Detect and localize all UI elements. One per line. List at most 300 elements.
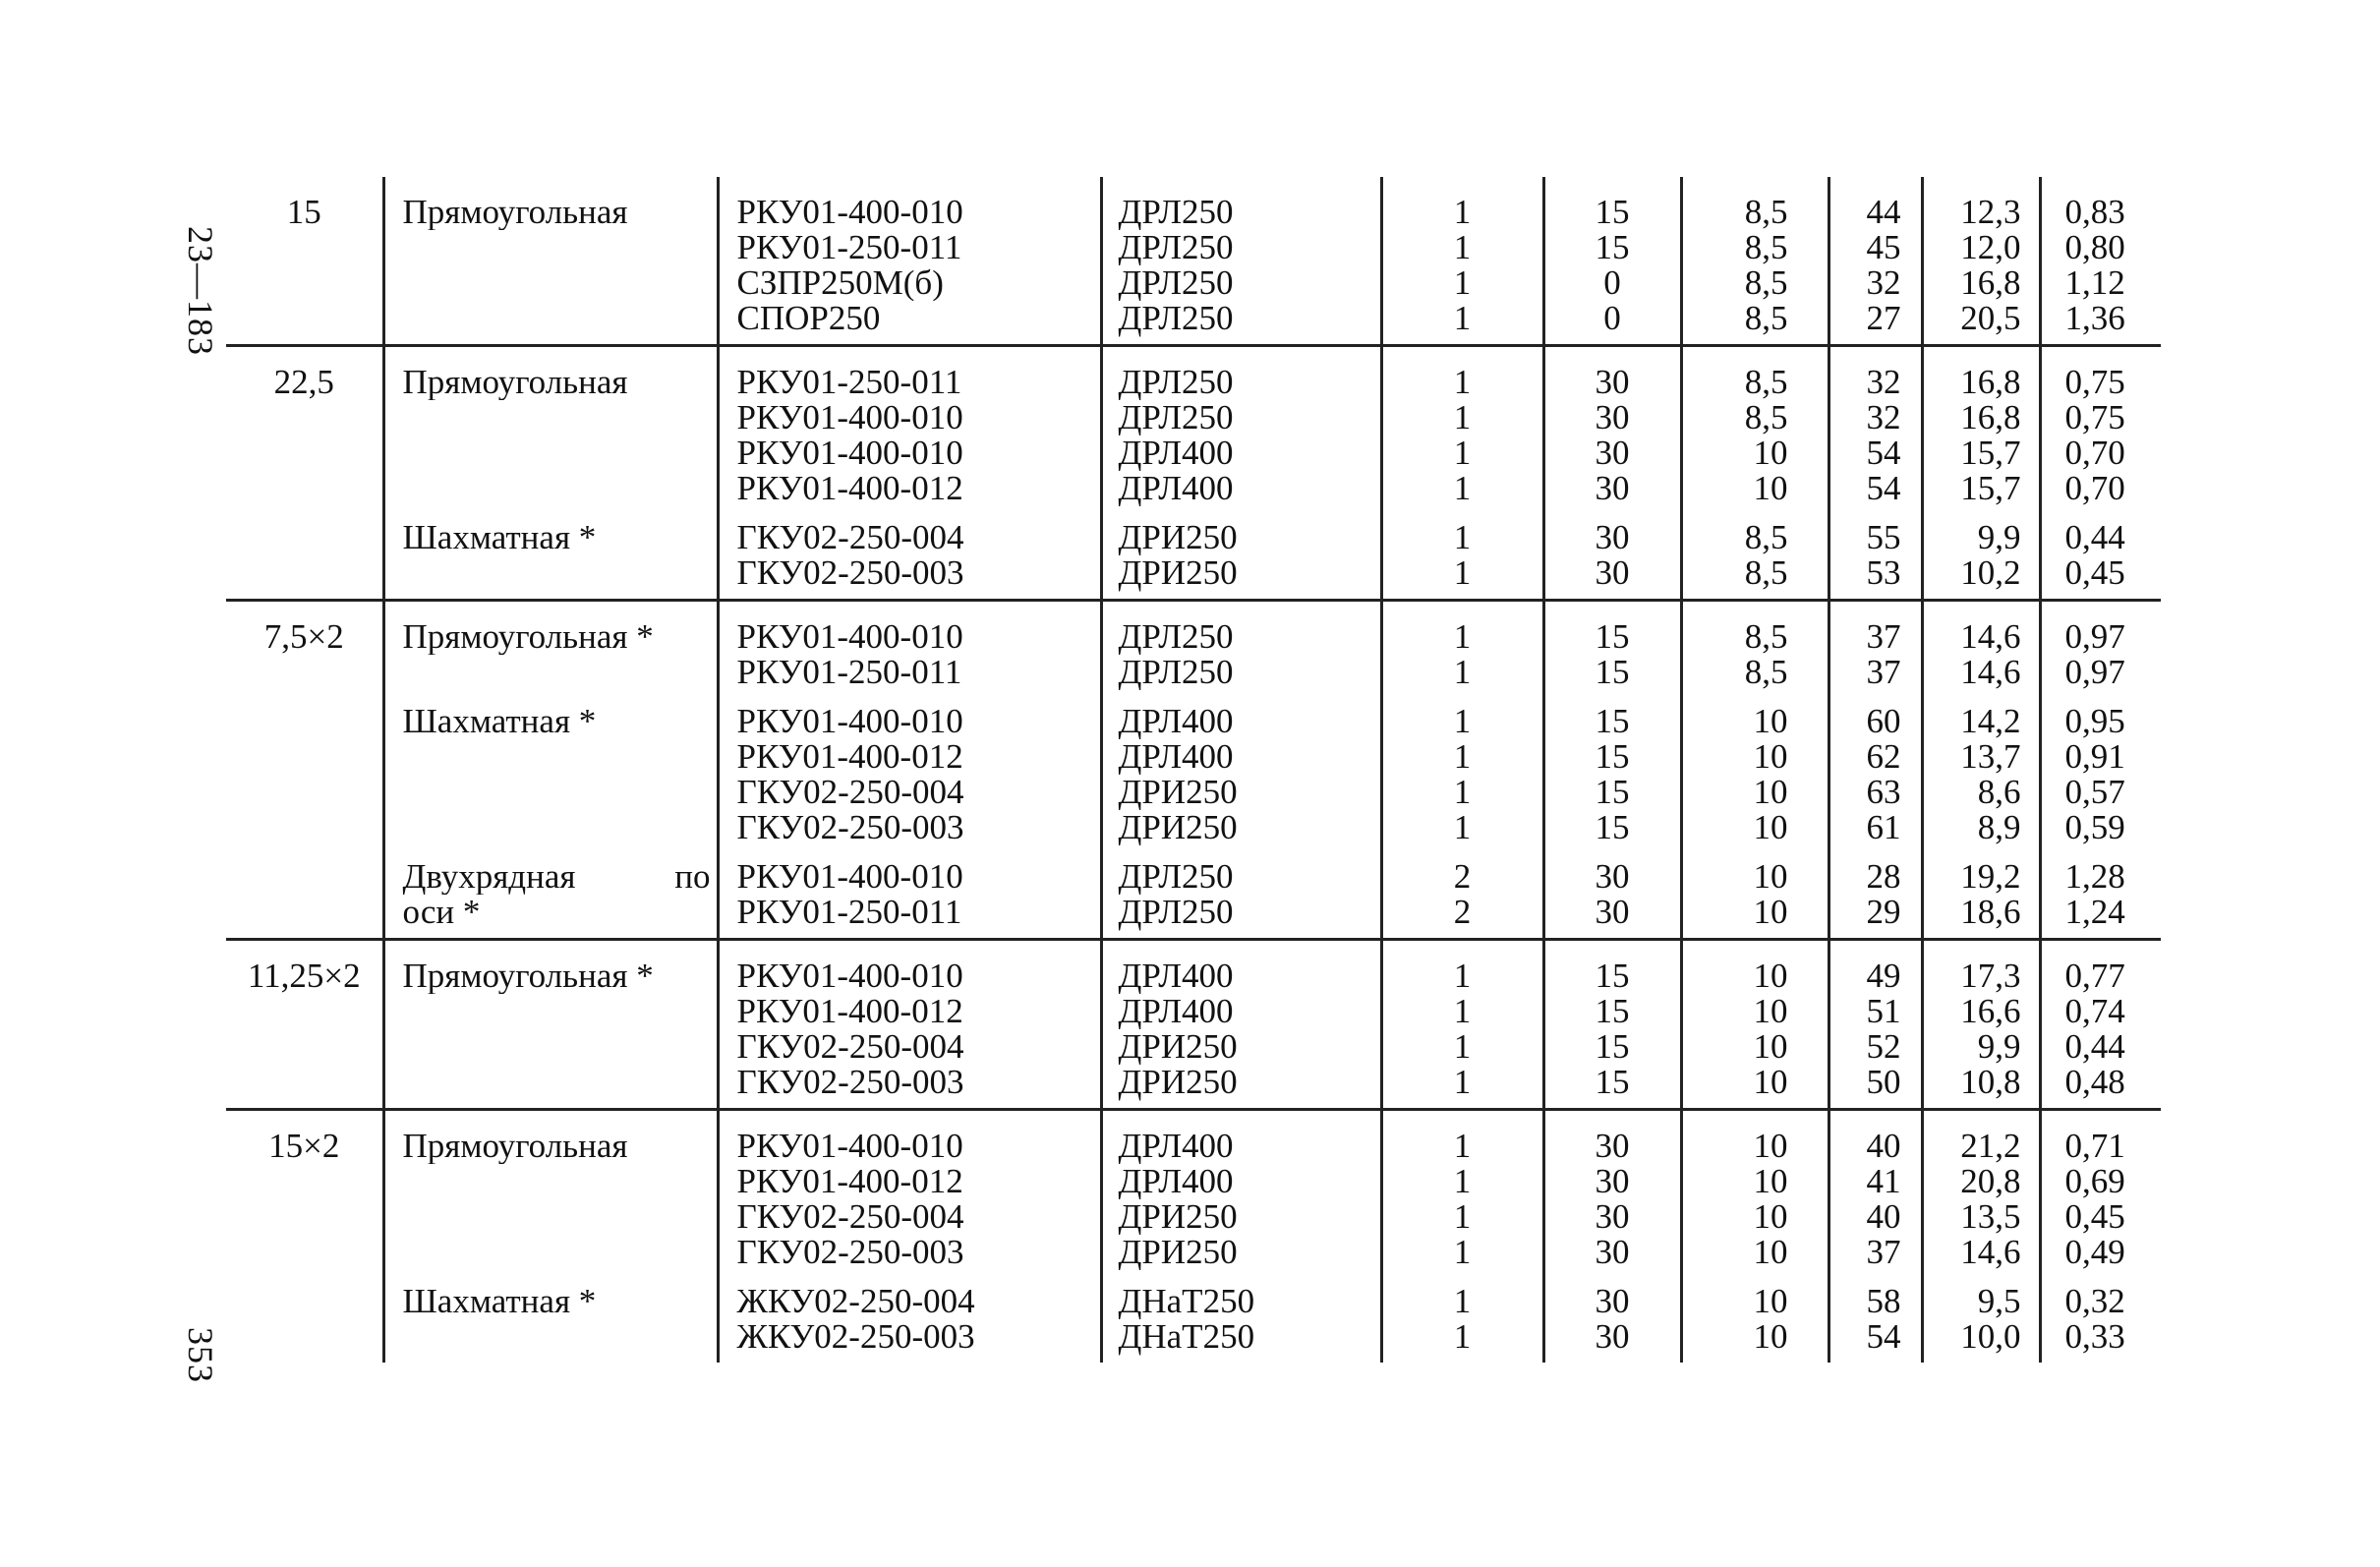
angle-cell: 30 bbox=[1543, 1111, 1681, 1164]
illuminance-cell: 18,6 bbox=[1922, 895, 2040, 940]
arrangement-cell bbox=[383, 1235, 718, 1270]
rows-count-cell: 1 bbox=[1381, 230, 1543, 265]
table-row bbox=[226, 690, 2161, 739]
lamp-type-cell: ДРЛ250 bbox=[1101, 301, 1381, 346]
angle-cell: 0 bbox=[1543, 265, 1681, 301]
table-row bbox=[226, 739, 2161, 775]
road-width-cell bbox=[226, 739, 383, 775]
rows-count-cell: 1 bbox=[1381, 1111, 1543, 1164]
coefficient-cell: 0,48 bbox=[2040, 1065, 2161, 1110]
arrangement-cell: Шахматная * bbox=[383, 690, 718, 739]
road-width-cell bbox=[226, 506, 383, 555]
coefficient-cell: 0,44 bbox=[2040, 1029, 2161, 1065]
arrangement-cell: Прямоугольная bbox=[383, 347, 718, 400]
table-row bbox=[226, 994, 2161, 1029]
rows-count-cell: 1 bbox=[1381, 994, 1543, 1029]
angle-cell: 15 bbox=[1543, 655, 1681, 690]
spacing-cell: 60 bbox=[1829, 690, 1922, 739]
illuminance-cell: 13,7 bbox=[1922, 739, 2040, 775]
arrangement-cell bbox=[383, 1319, 718, 1363]
coefficient-cell: 0,59 bbox=[2040, 810, 2161, 845]
road-width-cell: 15×2 bbox=[268, 1127, 340, 1164]
fixture-type-cell: РКУ01-400-010 bbox=[718, 690, 1101, 739]
coefficient-cell: 0,44 bbox=[2040, 506, 2161, 555]
coefficient-cell: 0,95 bbox=[2040, 690, 2161, 739]
illuminance-cell: 14,6 bbox=[1922, 602, 2040, 655]
table-row bbox=[226, 895, 2161, 940]
road-width-cell bbox=[226, 1065, 383, 1110]
fixture-type-cell: ЖКУ02-250-003 bbox=[718, 1319, 1101, 1363]
fixture-type-cell: ГКУ02-250-004 bbox=[718, 1199, 1101, 1235]
illuminance-cell: 15,7 bbox=[1922, 435, 2040, 471]
arrangement-cell bbox=[383, 1065, 718, 1110]
angle-cell: 30 bbox=[1543, 347, 1681, 400]
height-cell: 10 bbox=[1681, 941, 1829, 994]
rows-count-cell: 2 bbox=[1381, 895, 1543, 940]
lamp-type-cell: ДРИ250 bbox=[1101, 1235, 1381, 1270]
rows-count-cell: 1 bbox=[1381, 177, 1543, 230]
height-cell: 8,5 bbox=[1681, 230, 1829, 265]
arrangement-cell bbox=[383, 1164, 718, 1199]
arrangement-cell: оси * bbox=[383, 895, 718, 940]
coefficient-cell: 1,24 bbox=[2040, 895, 2161, 940]
height-cell: 10 bbox=[1681, 471, 1829, 506]
rows-count-cell: 1 bbox=[1381, 471, 1543, 506]
angle-cell: 30 bbox=[1543, 435, 1681, 471]
spacing-cell: 29 bbox=[1829, 895, 1922, 940]
rows-count-cell: 1 bbox=[1381, 810, 1543, 845]
coefficient-cell: 1,12 bbox=[2040, 265, 2161, 301]
table-row bbox=[226, 775, 2161, 810]
table-row bbox=[226, 1065, 2161, 1110]
fixture-type-cell: ГКУ02-250-004 bbox=[718, 775, 1101, 810]
height-cell: 10 bbox=[1681, 435, 1829, 471]
rows-count-cell: 1 bbox=[1381, 347, 1543, 400]
rows-count-cell: 1 bbox=[1381, 602, 1543, 655]
arrangement-cell bbox=[383, 810, 718, 845]
spacing-cell: 54 bbox=[1829, 435, 1922, 471]
coefficient-cell: 0,57 bbox=[2040, 775, 2161, 810]
height-cell: 10 bbox=[1681, 1235, 1829, 1270]
lamp-type-cell: ДРЛ250 bbox=[1101, 265, 1381, 301]
spacing-cell: 27 bbox=[1829, 301, 1922, 346]
rows-count-cell: 1 bbox=[1381, 1164, 1543, 1199]
spacing-cell: 40 bbox=[1829, 1111, 1922, 1164]
coefficient-cell: 0,49 bbox=[2040, 1235, 2161, 1270]
lamp-type-cell: ДРЛ400 bbox=[1101, 739, 1381, 775]
lamp-type-cell: ДРИ250 bbox=[1101, 555, 1381, 601]
angle-cell: 15 bbox=[1543, 775, 1681, 810]
illuminance-cell: 12,3 bbox=[1922, 177, 2040, 230]
height-cell: 10 bbox=[1681, 739, 1829, 775]
fixture-type-cell: РКУ01-400-010 bbox=[718, 435, 1101, 471]
spacing-cell: 49 bbox=[1829, 941, 1922, 994]
illuminance-cell: 10,0 bbox=[1922, 1319, 2040, 1363]
spacing-cell: 54 bbox=[1829, 1319, 1922, 1363]
spacing-cell: 44 bbox=[1829, 177, 1922, 230]
angle-cell: 15 bbox=[1543, 602, 1681, 655]
angle-cell: 30 bbox=[1543, 471, 1681, 506]
table-row bbox=[226, 230, 2161, 265]
lamp-type-cell: ДРИ250 bbox=[1101, 775, 1381, 810]
height-cell: 10 bbox=[1681, 895, 1829, 940]
spacing-cell: 50 bbox=[1829, 1065, 1922, 1110]
angle-cell: 30 bbox=[1543, 506, 1681, 555]
height-cell: 10 bbox=[1681, 1029, 1829, 1065]
illuminance-cell: 14,6 bbox=[1922, 655, 2040, 690]
height-cell: 8,5 bbox=[1681, 555, 1829, 601]
lamp-type-cell: ДРЛ250 bbox=[1101, 347, 1381, 400]
illuminance-cell: 10,2 bbox=[1922, 555, 2040, 601]
road-width-cell bbox=[226, 1319, 383, 1363]
angle-cell: 0 bbox=[1543, 301, 1681, 346]
arrangement-cell: Прямоугольная * bbox=[383, 941, 718, 994]
spacing-cell: 37 bbox=[1829, 1235, 1922, 1270]
lamp-type-cell: ДРЛ400 bbox=[1101, 1111, 1381, 1164]
arrangement-cell bbox=[383, 435, 718, 471]
road-width-cell bbox=[226, 471, 383, 506]
arrangement-cell: Прямоугольная bbox=[383, 177, 718, 230]
fixture-type-cell: РКУ01-250-011 bbox=[718, 895, 1101, 940]
side-page-label-top: 23—183 bbox=[181, 226, 220, 356]
table-row bbox=[226, 400, 2161, 435]
rows-count-cell: 1 bbox=[1381, 265, 1543, 301]
table-row bbox=[226, 177, 2161, 230]
illuminance-cell: 9,9 bbox=[1922, 506, 2040, 555]
rows-count-cell: 1 bbox=[1381, 1235, 1543, 1270]
spacing-cell: 40 bbox=[1829, 1199, 1922, 1235]
height-cell: 10 bbox=[1681, 690, 1829, 739]
angle-cell: 15 bbox=[1543, 690, 1681, 739]
angle-cell: 30 bbox=[1543, 555, 1681, 601]
table-row bbox=[226, 471, 2161, 506]
arrangement-cell bbox=[383, 555, 718, 601]
height-cell: 10 bbox=[1681, 1199, 1829, 1235]
road-width-cell: 15 bbox=[286, 193, 321, 230]
fixture-type-cell: ГКУ02-250-004 bbox=[718, 506, 1101, 555]
rows-count-cell: 1 bbox=[1381, 1199, 1543, 1235]
table-row bbox=[226, 1235, 2161, 1270]
illuminance-cell: 14,6 bbox=[1922, 1235, 2040, 1270]
arrangement-cell: Шахматная * bbox=[383, 1270, 718, 1319]
fixture-type-cell: ГКУ02-250-003 bbox=[718, 1065, 1101, 1110]
road-width-cell bbox=[226, 435, 383, 471]
arrangement-cell: Прямоугольная bbox=[383, 1111, 718, 1164]
spacing-cell: 32 bbox=[1829, 400, 1922, 435]
angle-cell: 30 bbox=[1543, 1199, 1681, 1235]
spacing-cell: 54 bbox=[1829, 471, 1922, 506]
fixture-type-cell: СПОР250 bbox=[718, 301, 1101, 346]
angle-cell: 30 bbox=[1543, 1235, 1681, 1270]
spacing-cell: 58 bbox=[1829, 1270, 1922, 1319]
road-width-cell: 11,25×2 bbox=[247, 957, 361, 994]
table-row bbox=[226, 1199, 2161, 1235]
lamp-type-cell: ДРЛ250 bbox=[1101, 655, 1381, 690]
coefficient-cell: 0,75 bbox=[2040, 400, 2161, 435]
height-cell: 10 bbox=[1681, 1164, 1829, 1199]
rows-count-cell: 1 bbox=[1381, 655, 1543, 690]
coefficient-cell: 0,70 bbox=[2040, 471, 2161, 506]
road-width-cell bbox=[226, 265, 383, 301]
coefficient-cell: 0,83 bbox=[2040, 177, 2161, 230]
coefficient-cell: 0,45 bbox=[2040, 555, 2161, 601]
arrangement-cell bbox=[383, 655, 718, 690]
rows-count-cell: 1 bbox=[1381, 506, 1543, 555]
lamp-type-cell: ДРЛ400 bbox=[1101, 690, 1381, 739]
spacing-cell: 37 bbox=[1829, 602, 1922, 655]
illuminance-cell: 9,5 bbox=[1922, 1270, 2040, 1319]
coefficient-cell: 0,97 bbox=[2040, 602, 2161, 655]
lamp-type-cell: ДРИ250 bbox=[1101, 1199, 1381, 1235]
fixture-type-cell: РКУ01-250-011 bbox=[718, 655, 1101, 690]
coefficient-cell: 0,91 bbox=[2040, 739, 2161, 775]
angle-cell: 30 bbox=[1543, 895, 1681, 940]
table-row bbox=[226, 265, 2161, 301]
fixture-type-cell: РКУ01-400-010 bbox=[718, 602, 1101, 655]
road-width-cell bbox=[226, 230, 383, 265]
rows-count-cell: 2 bbox=[1381, 845, 1543, 895]
coefficient-cell: 0,45 bbox=[2040, 1199, 2161, 1235]
fixture-type-cell: ГКУ02-250-003 bbox=[718, 810, 1101, 845]
fixture-type-cell: ЖКУ02-250-004 bbox=[718, 1270, 1101, 1319]
arrangement-cell bbox=[383, 775, 718, 810]
road-width-cell: 22,5 bbox=[273, 363, 334, 400]
table-row bbox=[226, 506, 2161, 555]
angle-cell: 15 bbox=[1543, 994, 1681, 1029]
spacing-cell: 32 bbox=[1829, 347, 1922, 400]
lamp-type-cell: ДРЛ400 bbox=[1101, 994, 1381, 1029]
arrangement-cell bbox=[383, 994, 718, 1029]
arrangement-cell: Прямоугольная * bbox=[383, 602, 718, 655]
lamp-type-cell: ДРЛ400 bbox=[1101, 471, 1381, 506]
road-width-cell bbox=[226, 1164, 383, 1199]
coefficient-cell: 1,28 bbox=[2040, 845, 2161, 895]
lighting-table bbox=[226, 177, 2161, 1363]
height-cell: 8,5 bbox=[1681, 655, 1829, 690]
coefficient-cell: 0,33 bbox=[2040, 1319, 2161, 1363]
coefficient-cell: 0,80 bbox=[2040, 230, 2161, 265]
arrangement-cell bbox=[383, 1029, 718, 1065]
road-width-cell bbox=[226, 1235, 383, 1270]
road-width-cell bbox=[226, 845, 383, 895]
lamp-type-cell: ДРЛ400 bbox=[1101, 1164, 1381, 1199]
fixture-type-cell: ГКУ02-250-003 bbox=[718, 1235, 1101, 1270]
table-row bbox=[226, 602, 2161, 655]
rows-count-cell: 1 bbox=[1381, 690, 1543, 739]
height-cell: 8,5 bbox=[1681, 602, 1829, 655]
height-cell: 8,5 bbox=[1681, 265, 1829, 301]
fixture-type-cell: РКУ01-400-012 bbox=[718, 1164, 1101, 1199]
angle-cell: 30 bbox=[1543, 1164, 1681, 1199]
rows-count-cell: 1 bbox=[1381, 1029, 1543, 1065]
angle-cell: 15 bbox=[1543, 941, 1681, 994]
spacing-cell: 28 bbox=[1829, 845, 1922, 895]
coefficient-cell: 1,36 bbox=[2040, 301, 2161, 346]
illuminance-cell: 19,2 bbox=[1922, 845, 2040, 895]
illuminance-cell: 13,5 bbox=[1922, 1199, 2040, 1235]
angle-cell: 30 bbox=[1543, 1270, 1681, 1319]
rows-count-cell: 1 bbox=[1381, 400, 1543, 435]
rows-count-cell: 1 bbox=[1381, 301, 1543, 346]
spacing-cell: 61 bbox=[1829, 810, 1922, 845]
road-width-cell bbox=[226, 1029, 383, 1065]
fixture-type-cell: РКУ01-250-011 bbox=[718, 230, 1101, 265]
spacing-cell: 62 bbox=[1829, 739, 1922, 775]
height-cell: 8,5 bbox=[1681, 347, 1829, 400]
fixture-type-cell: ГКУ02-250-003 bbox=[718, 555, 1101, 601]
angle-cell: 30 bbox=[1543, 1319, 1681, 1363]
table-row bbox=[226, 810, 2161, 845]
spacing-cell: 37 bbox=[1829, 655, 1922, 690]
illuminance-cell: 16,8 bbox=[1922, 400, 2040, 435]
fixture-type-cell: РКУ01-400-012 bbox=[718, 471, 1101, 506]
height-cell: 8,5 bbox=[1681, 177, 1829, 230]
road-width-cell bbox=[226, 655, 383, 690]
table-row bbox=[226, 1111, 2161, 1164]
table-row bbox=[226, 555, 2161, 601]
arrangement-cell bbox=[383, 739, 718, 775]
coefficient-cell: 0,71 bbox=[2040, 1111, 2161, 1164]
arrangement-cell bbox=[383, 471, 718, 506]
rows-count-cell: 1 bbox=[1381, 1270, 1543, 1319]
road-width-cell bbox=[226, 301, 383, 346]
arrangement-cell bbox=[383, 301, 718, 346]
angle-cell: 15 bbox=[1543, 177, 1681, 230]
coefficient-cell: 0,32 bbox=[2040, 1270, 2161, 1319]
illuminance-cell: 17,3 bbox=[1922, 941, 2040, 994]
fixture-type-cell: ГКУ02-250-004 bbox=[718, 1029, 1101, 1065]
rows-count-cell: 1 bbox=[1381, 1319, 1543, 1363]
table-row bbox=[226, 347, 2161, 400]
lamp-type-cell: ДРИ250 bbox=[1101, 506, 1381, 555]
illuminance-cell: 20,8 bbox=[1922, 1164, 2040, 1199]
illuminance-cell: 8,6 bbox=[1922, 775, 2040, 810]
arrangement-cell bbox=[383, 400, 718, 435]
road-width-cell bbox=[226, 690, 383, 739]
table-row bbox=[226, 1319, 2161, 1363]
coefficient-cell: 0,77 bbox=[2040, 941, 2161, 994]
illuminance-cell: 8,9 bbox=[1922, 810, 2040, 845]
illuminance-cell: 20,5 bbox=[1922, 301, 2040, 346]
illuminance-cell: 16,8 bbox=[1922, 265, 2040, 301]
illuminance-cell: 10,8 bbox=[1922, 1065, 2040, 1110]
height-cell: 8,5 bbox=[1681, 506, 1829, 555]
fixture-type-cell: РКУ01-400-012 bbox=[718, 994, 1101, 1029]
height-cell: 8,5 bbox=[1681, 400, 1829, 435]
height-cell: 10 bbox=[1681, 810, 1829, 845]
coefficient-cell: 0,74 bbox=[2040, 994, 2161, 1029]
lamp-type-cell: ДРЛ250 bbox=[1101, 177, 1381, 230]
table-row bbox=[226, 1164, 2161, 1199]
spacing-cell: 32 bbox=[1829, 265, 1922, 301]
coefficient-cell: 0,97 bbox=[2040, 655, 2161, 690]
height-cell: 10 bbox=[1681, 845, 1829, 895]
table-row bbox=[226, 1270, 2161, 1319]
lamp-type-cell: ДРЛ400 bbox=[1101, 941, 1381, 994]
fixture-type-cell: РКУ01-400-010 bbox=[718, 177, 1101, 230]
spacing-cell: 63 bbox=[1829, 775, 1922, 810]
fixture-type-cell: РКУ01-400-010 bbox=[718, 941, 1101, 994]
rows-count-cell: 1 bbox=[1381, 555, 1543, 601]
road-width-cell bbox=[226, 400, 383, 435]
fixture-type-cell: РКУ01-400-010 bbox=[718, 400, 1101, 435]
fixture-type-cell: РКУ01-400-010 bbox=[718, 845, 1101, 895]
illuminance-cell: 16,6 bbox=[1922, 994, 2040, 1029]
table-row bbox=[226, 1029, 2161, 1065]
spacing-cell: 55 bbox=[1829, 506, 1922, 555]
lamp-type-cell: ДРЛ250 bbox=[1101, 845, 1381, 895]
arrangement-cell bbox=[383, 230, 718, 265]
lamp-type-cell: ДРИ250 bbox=[1101, 810, 1381, 845]
lamp-type-cell: ДРИ250 bbox=[1101, 1029, 1381, 1065]
height-cell: 10 bbox=[1681, 775, 1829, 810]
coefficient-cell: 0,69 bbox=[2040, 1164, 2161, 1199]
angle-cell: 15 bbox=[1543, 1065, 1681, 1110]
road-width-cell bbox=[226, 1199, 383, 1235]
angle-cell: 15 bbox=[1543, 1029, 1681, 1065]
height-cell: 10 bbox=[1681, 1270, 1829, 1319]
road-width-cell: 7,5×2 bbox=[263, 617, 344, 655]
height-cell: 8,5 bbox=[1681, 301, 1829, 346]
height-cell: 10 bbox=[1681, 1319, 1829, 1363]
spacing-cell: 45 bbox=[1829, 230, 1922, 265]
road-width-cell bbox=[226, 994, 383, 1029]
fixture-type-cell: СЗПР250М(б) bbox=[718, 265, 1101, 301]
spacing-cell: 53 bbox=[1829, 555, 1922, 601]
illuminance-cell: 12,0 bbox=[1922, 230, 2040, 265]
illuminance-cell: 16,8 bbox=[1922, 347, 2040, 400]
coefficient-cell: 0,70 bbox=[2040, 435, 2161, 471]
height-cell: 10 bbox=[1681, 1065, 1829, 1110]
spacing-cell: 51 bbox=[1829, 994, 1922, 1029]
lamp-type-cell: ДРЛ250 bbox=[1101, 602, 1381, 655]
lamp-type-cell: ДРЛ250 bbox=[1101, 400, 1381, 435]
road-width-cell bbox=[226, 555, 383, 601]
rows-count-cell: 1 bbox=[1381, 739, 1543, 775]
road-width-cell bbox=[226, 775, 383, 810]
table-row bbox=[226, 655, 2161, 690]
fixture-type-cell: РКУ01-250-011 bbox=[718, 347, 1101, 400]
illuminance-cell: 15,7 bbox=[1922, 471, 2040, 506]
lamp-type-cell: ДРИ250 bbox=[1101, 1065, 1381, 1110]
arrangement-cell: Шахматная * bbox=[383, 506, 718, 555]
coefficient-cell: 0,75 bbox=[2040, 347, 2161, 400]
lamp-type-cell: ДРЛ250 bbox=[1101, 230, 1381, 265]
lamp-type-cell: ДРЛ400 bbox=[1101, 435, 1381, 471]
road-width-cell bbox=[226, 895, 383, 940]
angle-cell: 15 bbox=[1543, 230, 1681, 265]
height-cell: 10 bbox=[1681, 994, 1829, 1029]
road-width-cell bbox=[226, 1270, 383, 1319]
spacing-cell: 52 bbox=[1829, 1029, 1922, 1065]
arrangement-cell bbox=[383, 1199, 718, 1235]
road-width-cell bbox=[226, 810, 383, 845]
lamp-type-cell: ДНаТ250 bbox=[1101, 1270, 1381, 1319]
height-cell: 10 bbox=[1681, 1111, 1829, 1164]
spacing-cell: 41 bbox=[1829, 1164, 1922, 1199]
illuminance-cell: 14,2 bbox=[1922, 690, 2040, 739]
table-row bbox=[226, 941, 2161, 994]
arrangement-cell bbox=[383, 265, 718, 301]
table-row bbox=[226, 301, 2161, 346]
table-row bbox=[226, 845, 2161, 895]
rows-count-cell: 1 bbox=[1381, 941, 1543, 994]
rows-count-cell: 1 bbox=[1381, 1065, 1543, 1110]
table-row bbox=[226, 435, 2161, 471]
angle-cell: 15 bbox=[1543, 739, 1681, 775]
lamp-type-cell: ДРЛ250 bbox=[1101, 895, 1381, 940]
angle-cell: 15 bbox=[1543, 810, 1681, 845]
